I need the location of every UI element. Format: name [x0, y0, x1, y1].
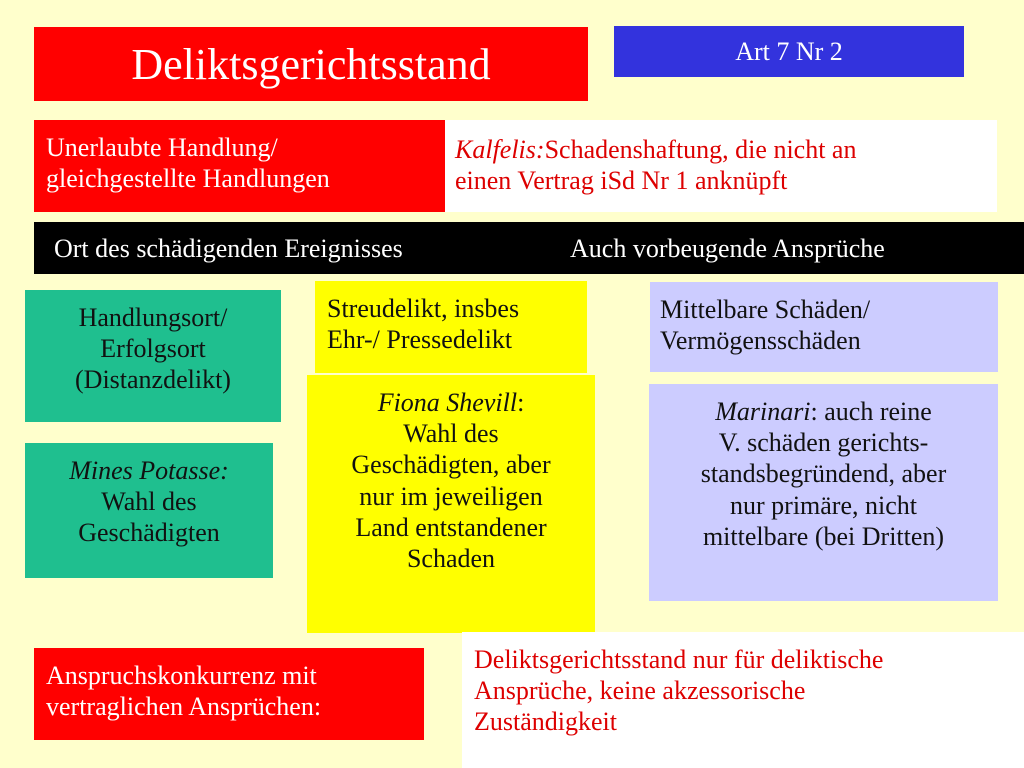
title-box: [34, 27, 588, 101]
streudelikt-line1: Streudelikt, insbes: [327, 294, 520, 323]
article-label: Art 7 Nr 2: [735, 37, 843, 66]
mines-box: [25, 443, 273, 578]
konkurrenz-line1: Anspruchskonkurrenz mit: [46, 661, 317, 690]
ort-label: Ort des schädigenden Ereignisses: [54, 234, 403, 263]
kalfelis-text2: einen Vertrag iSd Nr 1 anknüpft: [455, 166, 788, 196]
marinari-rest1: : auch reine: [810, 397, 932, 426]
delikt-only-box: [462, 632, 1024, 768]
kalfelis-box: [445, 120, 997, 212]
marinari-box: [649, 384, 998, 601]
marinari-line: mittelbare (bei Dritten): [702, 521, 945, 551]
mittelbare-box: [650, 282, 998, 372]
fiona-line: Wahl des: [403, 419, 499, 449]
streudelikt-line2: Ehr-/ Pressedelikt: [327, 325, 513, 355]
mittelbare-line1: Mittelbare Schäden/: [660, 295, 871, 324]
vorbeugend-label: Auch vorbeugende Ansprüche: [570, 234, 885, 263]
kalfelis-name: Kalfelis:: [455, 135, 545, 164]
unerlaubte-line2: gleichgestellte Handlungen: [46, 164, 330, 194]
fiona-name: Fiona Shevill: [377, 388, 518, 417]
unerlaubte-box: [34, 120, 450, 212]
ort-bar: [34, 222, 1024, 274]
fiona-box: [307, 375, 595, 633]
mines-line2: Wahl des: [101, 487, 197, 517]
marinari-name: Marinari: [715, 397, 811, 426]
streudelikt-box: [315, 281, 587, 373]
delikt-only-line3: Zuständigkeit: [474, 707, 617, 737]
page-title: Deliktsgerichtsstand: [131, 40, 491, 89]
fiona-line: Schaden: [406, 543, 496, 573]
fiona-line: Geschädigten, aber: [351, 450, 551, 480]
mittelbare-line2: Vermögensschäden: [660, 326, 861, 356]
article-box: [614, 26, 964, 77]
fiona-colon: :: [517, 388, 525, 417]
marinari-line: V. schäden gerichts-: [718, 428, 929, 458]
fiona-line: Land entstandener: [355, 512, 547, 542]
handlungsort-box: [25, 290, 281, 422]
handlungsort-line2: Erfolgsort: [100, 334, 206, 364]
konkurrenz-line2: vertraglichen Ansprüchen:: [46, 692, 322, 722]
konkurrenz-box: [34, 648, 424, 740]
handlungsort-line1: Handlungsort/: [78, 303, 228, 332]
delikt-only-line1: Deliktsgerichtsstand nur für deliktische: [474, 645, 884, 674]
marinari-line: standsbegründend, aber: [700, 459, 947, 489]
marinari-line: nur primäre, nicht: [730, 490, 917, 520]
kalfelis-text1: Schadenshaftung, die nicht an: [544, 135, 857, 164]
unerlaubte-line1: Unerlaubte Handlung/: [46, 133, 278, 162]
mines-line3: Geschädigten: [78, 518, 220, 548]
handlungsort-line3: (Distanzdelikt): [75, 365, 231, 395]
fiona-line: nur im jeweiligen: [359, 481, 543, 511]
mines-name: Mines Potasse:: [69, 456, 229, 485]
delikt-only-line2: Ansprüche, keine akzessorische: [474, 676, 806, 706]
